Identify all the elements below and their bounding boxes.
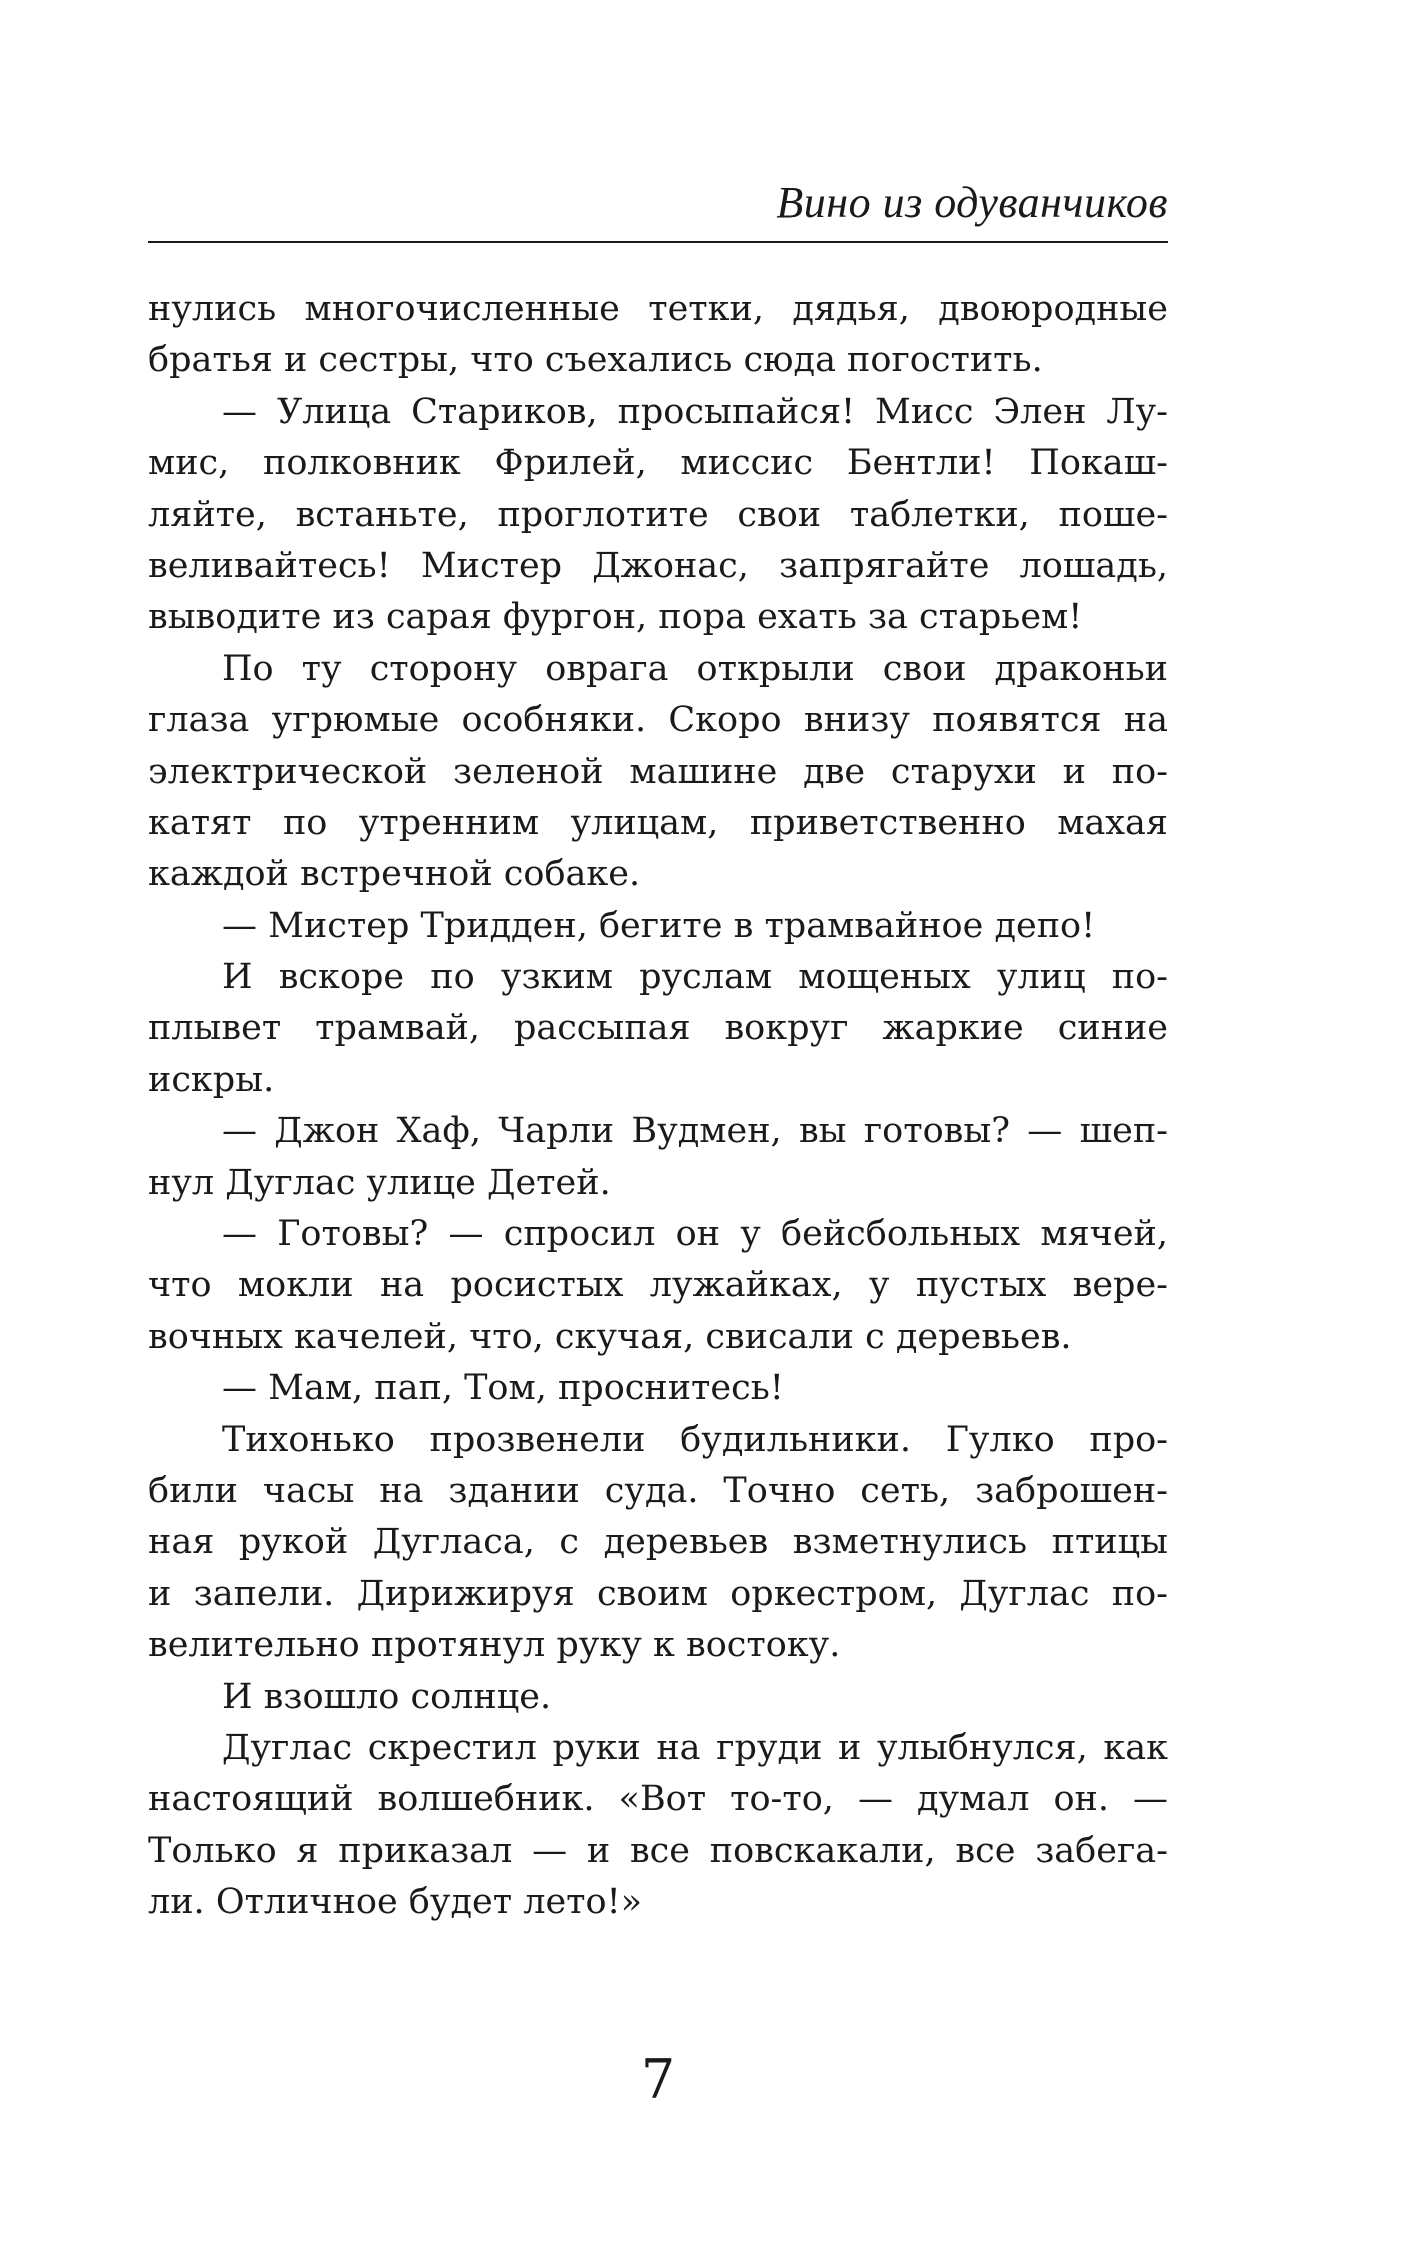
text-line: ная рукой Дугласа, с деревьев взметнулись птицы: [148, 1522, 1168, 1563]
text-line: — Джон Хаф, Чарли Вудмен, вы готовы? — шеп-: [222, 1111, 1168, 1152]
text-line: — Готовы? — спросил он у бейсбольных мячей,: [222, 1214, 1168, 1255]
text-line: И взошло солнце.: [222, 1676, 552, 1717]
text-line: настоящий волшебник. «Вот то-то, — думал он. —: [148, 1779, 1168, 1820]
text-line: искры.: [148, 1059, 275, 1100]
text-line: что мокли на росистых лужайках, у пустых вере-: [148, 1265, 1168, 1306]
text-line: Дуглас скрестил руки на груди и улыбнулся, как: [222, 1727, 1168, 1768]
text-line: и запели. Дирижируя своим оркестром, Дуглас по-: [148, 1573, 1168, 1614]
text-line: По ту сторону оврага открыли свои драконьи: [222, 648, 1168, 689]
text-line: каждой встречной собаке.: [148, 854, 641, 895]
page-number: 7: [640, 2048, 676, 2111]
text-line: Только я приказал — и все повскакали, все забега-: [148, 1830, 1168, 1871]
text-line: мис, полковник Фрилей, миссис Бентли! Покаш-: [148, 443, 1168, 484]
body-text: [148, 284, 1168, 1929]
text-line: ляйте, встаньте, проглотите свои таблетки, поше-: [148, 494, 1168, 535]
text-line: братья и сестры, что съехались сюда погостить.: [148, 340, 1043, 381]
text-line: катят по утренним улицам, приветственно махая: [148, 802, 1168, 843]
text-line: нулись многочисленные тетки, дядья, двоюродные: [148, 289, 1168, 329]
text-line: — Мам, пап, Том, проснитесь!: [222, 1368, 784, 1409]
text-line: плывет трамвай, рассыпая вокруг жаркие синие: [148, 1008, 1168, 1049]
text-line: нул Дуглас улице Детей.: [148, 1162, 611, 1203]
text-line: электрической зеленой машине две старухи и по-: [148, 751, 1168, 792]
text-line: веливайтесь! Мистер Джонас, запрягайте лошадь,: [148, 545, 1168, 586]
text-line: велительно протянул руку к востоку.: [148, 1625, 841, 1666]
text-line: Тихонько прозвенели будильники. Гулко про-: [222, 1419, 1168, 1460]
running-head-title: Вино из одуванчиков: [776, 178, 1168, 227]
text-line: глаза угрюмые особняки. Скоро внизу появятся на: [148, 700, 1168, 741]
text-line: вочных качелей, что, скучая, свисали с деревьев.: [148, 1316, 1072, 1357]
text-line: выводите из сарая фургон, пора ехать за старьем!: [148, 597, 1083, 638]
text-line: ли. Отличное будет лето!»: [148, 1882, 643, 1923]
text-line: били часы на здании суда. Точно сеть, заброшен-: [148, 1470, 1168, 1511]
text-line: — Мистер Тридден, бегите в трамвайное депо!: [222, 905, 1096, 946]
text-line: И вскоре по узким руслам мощеных улиц по-: [222, 957, 1168, 998]
header-rule: [148, 241, 1168, 243]
text-line: — Улица Стариков, просыпайся! Мисс Элен Лу-: [222, 391, 1168, 432]
